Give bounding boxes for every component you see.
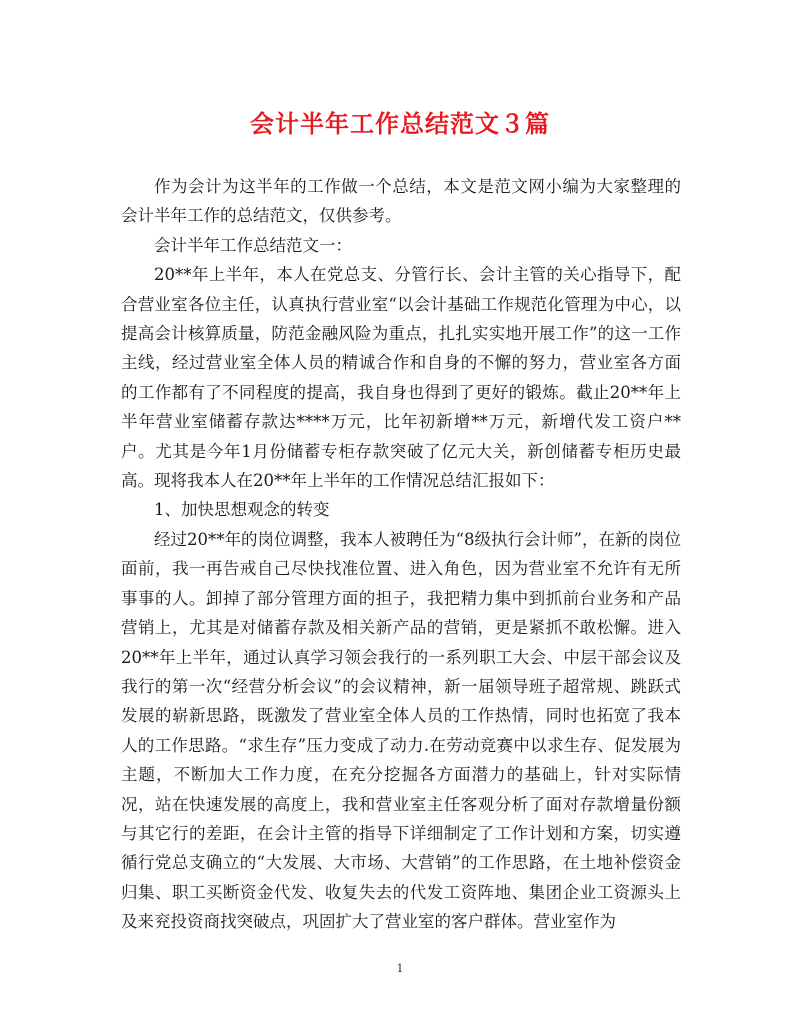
subsection-heading: 1、加快思想观念的转变 <box>154 500 330 520</box>
body-paragraph: 经过20**年的岗位调整，我本人被聘任为“8级执行会计师”，在新的岗位面前，我一再告戒自己尽快找准位置、进入角色，因为营业室不允许有无所事事的人。卸掉了部分管理方面的担子，我把精力集中到抓前台业务和产品营销上，尤其是对储蓄存款及相关新产品的营销，更是紧抓不敢松懈。进入20**年上半年，通过认真学习领会我行的一系列职工大会、中层干部会议及我行的第一次“经营分析会议”的会议精神，新一届领导班子超常规、跳跃式发展的崭新思路，既激发了营业室全体人员的工作热情，同时也拓宽了我本人的工作思路。“求生存”压力变成了动力.在劳动竞赛中以求生存、促发展为主题，不断加大工作力度，在充分挖掘各方面潜力的基础上，针对实际情况，站在快速发展的高度上，我和营业室主任客观分析了面对存款增量份额与其它行的差距，在会计主管的指导下详细制定了工作计划和方案，切实遵循行党总支确立的“大发展、大市场、大营销”的工作思路，在土地补偿资金归集、职工买断资金代发、收复失去的代发工资阵地、集团企业工资源头上及来兖投资商找突破点，巩固扩大了营业室的客户群体。营业室作为 <box>121 529 681 932</box>
document-title: 会计半年工作总结范文３篇 <box>250 109 550 138</box>
page-number: 1 <box>396 962 404 975</box>
intro-paragraph: 作为会计为这半年的工作做一个总结，本文是范文网小编为大家整理的会计半年工作的总结范文，仅供参考。 <box>121 177 681 226</box>
body-paragraph: 20**年上半年，本人在党总支、分管行长、会计主管的关心指导下，配合营业室各位主任，认真执行营业室“以会计基础工作规范化管理为中心，以提高会计核算质量，防范金融风险为重点，扎扎实实地开展工作”的这一工作主线，经过营业室全体人员的精诚合作和自身的不懈的努力，营业室各方面的工作都有了不同程度的提高，我自身也得到了更好的锻炼。截止20**年上半年营业室储蓄存款达****万元，比年初新增**万元，新增代发工资户**户。尤其是今年1月份储蓄专柜存款突破了亿元大关，新创储蓄专柜历史最高。现将我本人在20**年上半年的工作情况总结汇报如下： <box>121 265 681 491</box>
document-body <box>121 172 681 937</box>
section-heading: 会计半年工作总结范文一： <box>154 235 352 255</box>
